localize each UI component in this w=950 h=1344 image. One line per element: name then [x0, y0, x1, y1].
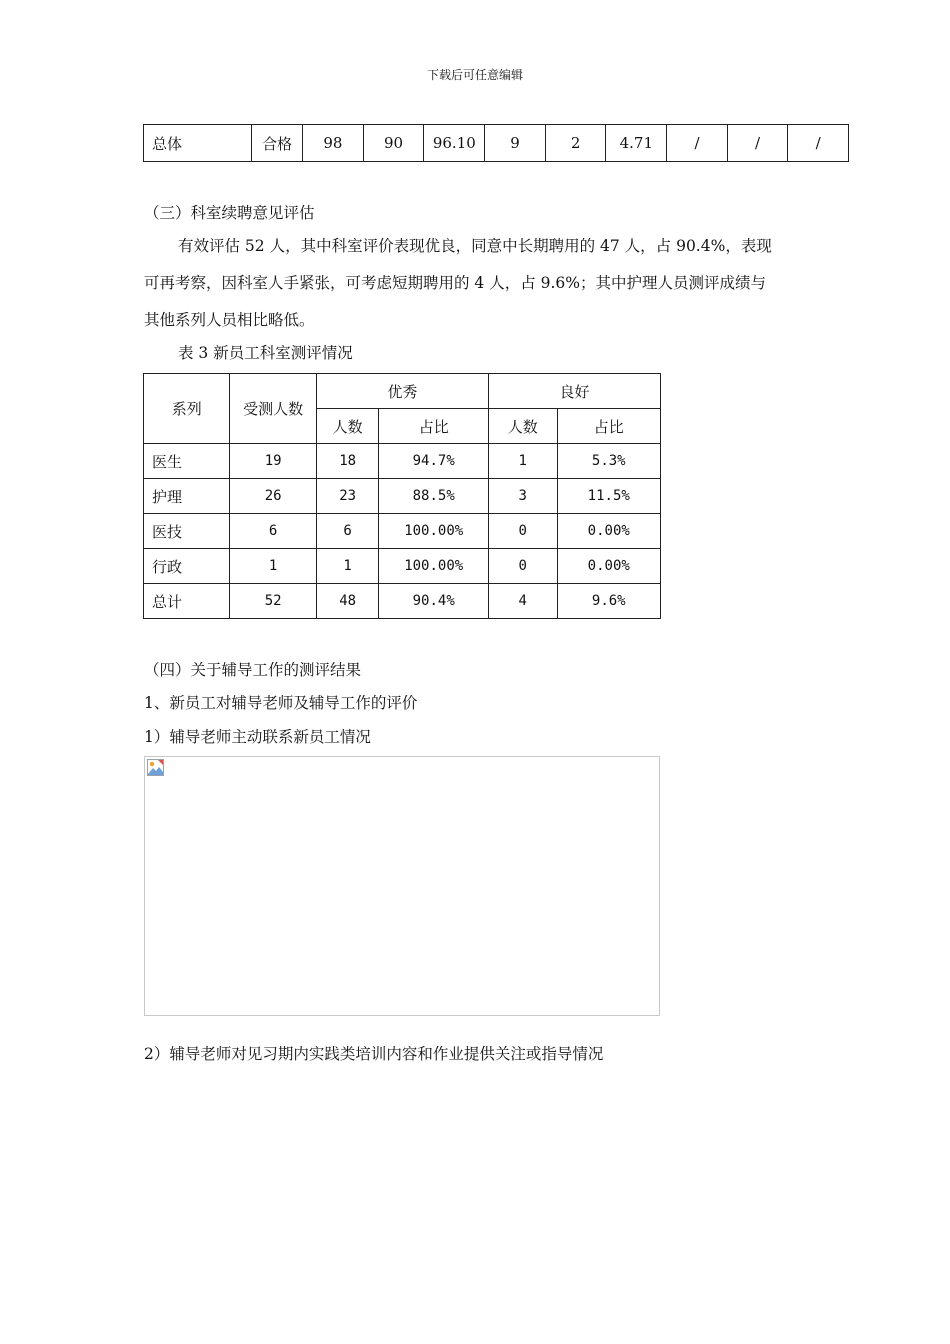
- header-good: 良好: [488, 374, 660, 409]
- paragraph-line: 可再考察，因科室人手紧张，可考虑短期聘用的 4 人，占 9.6%；其中护理人员测评成绩与: [144, 274, 767, 292]
- table-cell: 23: [316, 479, 379, 514]
- table-cell: 48: [316, 584, 379, 619]
- table-cell: 1: [230, 549, 316, 584]
- table-cell: 0: [488, 549, 557, 584]
- table-row: [144, 125, 849, 162]
- table-row: [144, 479, 661, 514]
- header-count: 受测人数: [230, 374, 316, 444]
- paragraph-line: 其他系列人员相比略低。: [144, 311, 315, 329]
- item-heading: 1）辅导老师主动联系新员工情况: [144, 728, 371, 746]
- table-header-row: [144, 374, 661, 409]
- table-caption: 表 3 新员工科室测评情况: [178, 344, 353, 362]
- table-cell: 0.00%: [557, 514, 661, 549]
- table-cell: 4.71: [606, 125, 667, 162]
- table-cell: 0.00%: [557, 549, 661, 584]
- table-cell: /: [727, 125, 788, 162]
- table-cell: 总计: [144, 584, 230, 619]
- table-cell: 4: [488, 584, 557, 619]
- header-people: 人数: [316, 409, 379, 444]
- table-cell: 医生: [144, 444, 230, 479]
- table-cell: 合格: [252, 125, 303, 162]
- header-ratio: 占比: [557, 409, 661, 444]
- table-cell: 98: [303, 125, 364, 162]
- table-cell: 行政: [144, 549, 230, 584]
- table-row: [144, 584, 661, 619]
- table-cell: 9: [485, 125, 546, 162]
- table-row: [144, 444, 661, 479]
- table-cell: 90: [363, 125, 424, 162]
- table-cell: /: [667, 125, 728, 162]
- table-cell: 2: [545, 125, 606, 162]
- header-ratio: 占比: [379, 409, 489, 444]
- summary-row-table: [143, 124, 849, 162]
- broken-image-icon: [147, 759, 164, 776]
- table-cell: 5.3%: [557, 444, 661, 479]
- evaluation-table: [143, 373, 661, 619]
- table-cell: 18: [316, 444, 379, 479]
- table-cell: 94.7%: [379, 444, 489, 479]
- table-row: [144, 549, 661, 584]
- image-placeholder: [144, 756, 660, 1016]
- table-cell: 总体: [144, 125, 252, 162]
- table-cell: 3: [488, 479, 557, 514]
- table-cell: 96.10: [424, 125, 485, 162]
- table-cell: 90.4%: [379, 584, 489, 619]
- table-cell: 100.00%: [379, 549, 489, 584]
- table-cell: 1: [488, 444, 557, 479]
- table-cell: 护理: [144, 479, 230, 514]
- table-cell: 26: [230, 479, 316, 514]
- section-heading: （四）关于辅导工作的测评结果: [144, 661, 362, 679]
- table-cell: 6: [316, 514, 379, 549]
- table-cell: /: [788, 125, 849, 162]
- table-row: [144, 514, 661, 549]
- table-cell: 19: [230, 444, 316, 479]
- header-series: 系列: [144, 374, 230, 444]
- paragraph-line: 有效评估 52 人，其中科室评价表现优良，同意中长期聘用的 47 人，占 90.4%，表现: [178, 237, 772, 255]
- page-header: 下载后可任意编辑: [426, 68, 523, 82]
- table-cell: 11.5%: [557, 479, 661, 514]
- item-heading: 2）辅导老师对见习期内实践类培训内容和作业提供关注或指导情况: [144, 1045, 604, 1063]
- header-people: 人数: [488, 409, 557, 444]
- table-cell: 100.00%: [379, 514, 489, 549]
- header-excellent: 优秀: [316, 374, 488, 409]
- sub-heading: 1、新员工对辅导老师及辅导工作的评价: [144, 694, 418, 712]
- table-cell: 52: [230, 584, 316, 619]
- section-heading: （三）科室续聘意见评估: [144, 204, 315, 222]
- table-cell: 0: [488, 514, 557, 549]
- table-cell: 88.5%: [379, 479, 489, 514]
- table-cell: 9.6%: [557, 584, 661, 619]
- table-cell: 1: [316, 549, 379, 584]
- table-cell: 医技: [144, 514, 230, 549]
- table-cell: 6: [230, 514, 316, 549]
